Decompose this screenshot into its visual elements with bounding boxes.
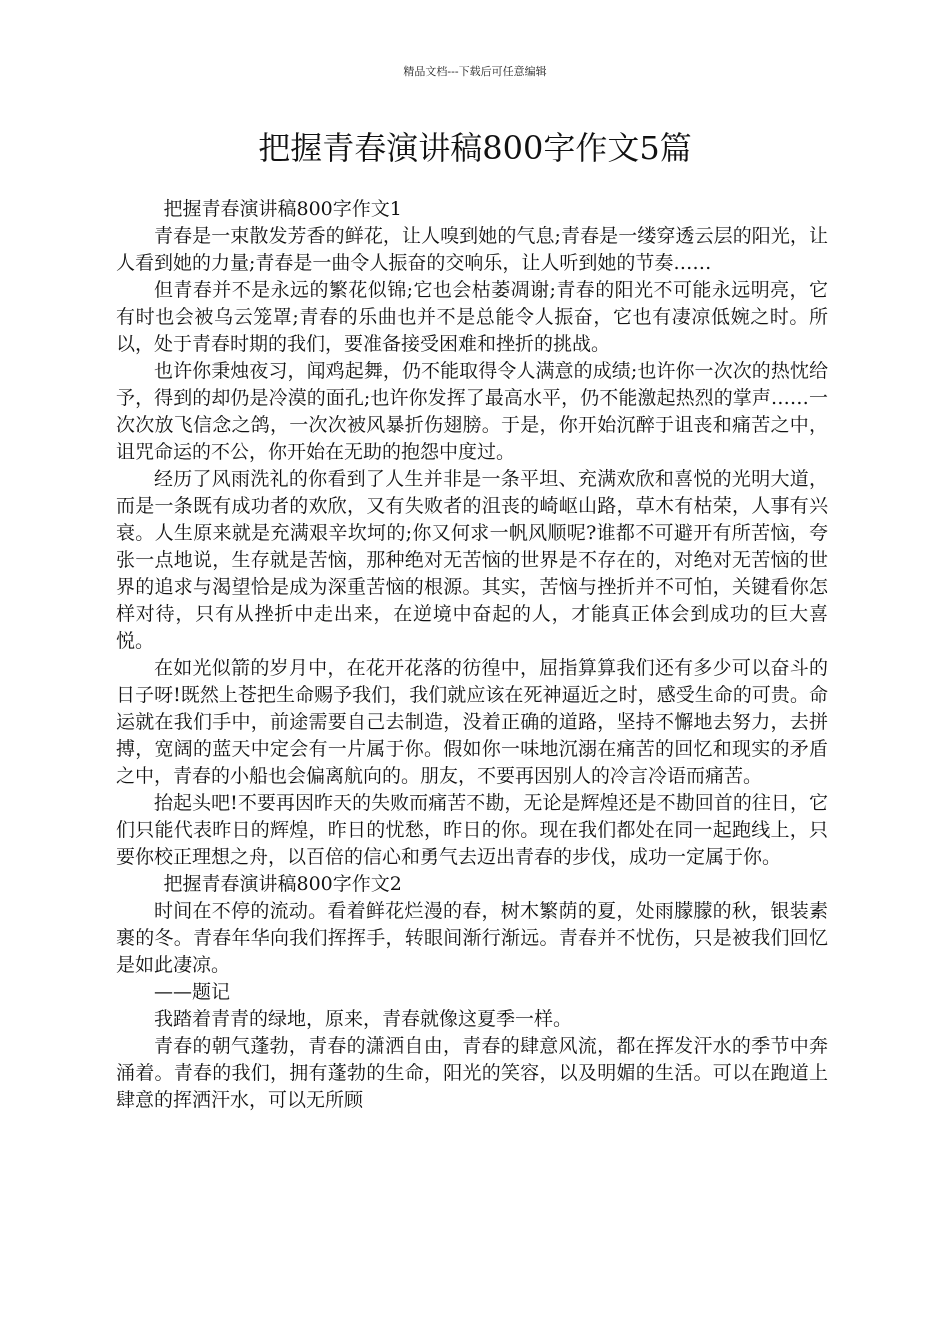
document-title: 把握青春演讲稿800字作文5篇 bbox=[258, 129, 692, 167]
paragraph: 也许你秉烛夜习，闻鸡起舞，仍不能取得令人满意的成绩;也许你一次次的热忱给予，得到的却仍是冷漠的面孔;也许你发挥了最高水平，仍不能激起热烈的掌声……一次次放飞信念之鸽，一次次被风暴折伤翅膀。于是，你开始沉醉于诅丧和痛苦之中，诅咒命运的不公，你开始在无助的抱怨中度过。 bbox=[116, 360, 828, 463]
section-heading: 把握青春演讲稿800字作文2 bbox=[163, 873, 402, 895]
document-body bbox=[116, 196, 828, 1114]
paragraph: 抬起头吧!不要再因昨天的失败而痛苦不勘，无论是辉煌还是不勘回首的往日，它们只能代表昨日的辉煌，昨日的忧愁，昨日的你。现在我们都处在同一起跑线上，只要你校正理想之舟，以百倍的信心和勇气去迈出青春的步伐，成功一定属于你。 bbox=[116, 792, 828, 868]
paragraph: 但青春并不是永远的繁花似锦;它也会枯萎凋谢;青春的阳光不可能永远明亮，它有时也会被乌云笼罩;青春的乐曲也并不是总能令人振奋，它也有凄凉低婉之时。所以，处于青春时期的我们，要准备接受困难和挫折的挑战。 bbox=[116, 279, 828, 355]
section-heading: 把握青春演讲稿800字作文1 bbox=[163, 198, 402, 220]
paragraph: 我踏着青青的绿地，原来，青春就像这夏季一样。 bbox=[154, 1008, 573, 1030]
paragraph: 青春是一束散发芳香的鲜花，让人嗅到她的气息;青春是一缕穿透云层的阳光，让人看到她的力量;青春是一曲令人振奋的交响乐，让人听到她的节奏…… bbox=[116, 225, 828, 274]
paragraph: 时间在不停的流动。看着鲜花烂漫的春，树木繁荫的夏，处雨朦朦的秋，银装素裹的冬。青春年华向我们挥挥手，转眼间渐行渐远。青春并不忧伤，只是被我们回忆是如此凄凉。 bbox=[116, 900, 828, 976]
paragraph: 青春的朝气蓬勃，青春的潇洒自由，青春的肆意风流，都在挥发汗水的季节中奔涌着。青春的我们，拥有蓬勃的生命，阳光的笑容，以及明媚的生活。可以在跑道上肆意的挥洒汗水，可以无所顾 bbox=[116, 1035, 828, 1111]
paragraph: ——题记 bbox=[154, 981, 231, 1003]
paragraph: 经历了风雨洗礼的你看到了人生并非是一条平坦、充满欢欣和喜悦的光明大道，而是一条既有成功者的欢欣，又有失败者的沮丧的崎岖山路，草木有枯荣，人事有兴衰。人生原来就是充满艰辛坎坷的;你又何求一帆风顺呢?谁都不可避开有所苦恼，夸张一点地说，生存就是苦恼，那种绝对无苦恼的世界是不存在的，对绝对无苦恼的世界的追求与渴望恰是成为深重苦恼的根源。其实，苦恼与挫折并不可怕，关键看你怎样对待，只有从挫折中走出来，在逆境中奋起的人，才能真正体会到成功的巨大喜悦。 bbox=[116, 468, 828, 652]
paragraph: 在如光似箭的岁月中，在花开花落的彷徨中，屈指算算我们还有多少可以奋斗的日子呀!既然上苍把生命赐予我们，我们就应该在死神逼近之时，感受生命的可贵。命运就在我们手中，前途需要自己去制造，没着正确的道路，坚持不懈地去努力，去拼搏，宽阔的蓝天中定会有一片属于你。假如你一味地沉溺在痛苦的回忆和现实的矛盾之中，青春的小船也会偏离航向的。朋友，不要再因别人的冷言冷语而痛苦。 bbox=[116, 657, 828, 787]
header-note: 精品文档---下载后可任意编辑 bbox=[403, 65, 547, 78]
